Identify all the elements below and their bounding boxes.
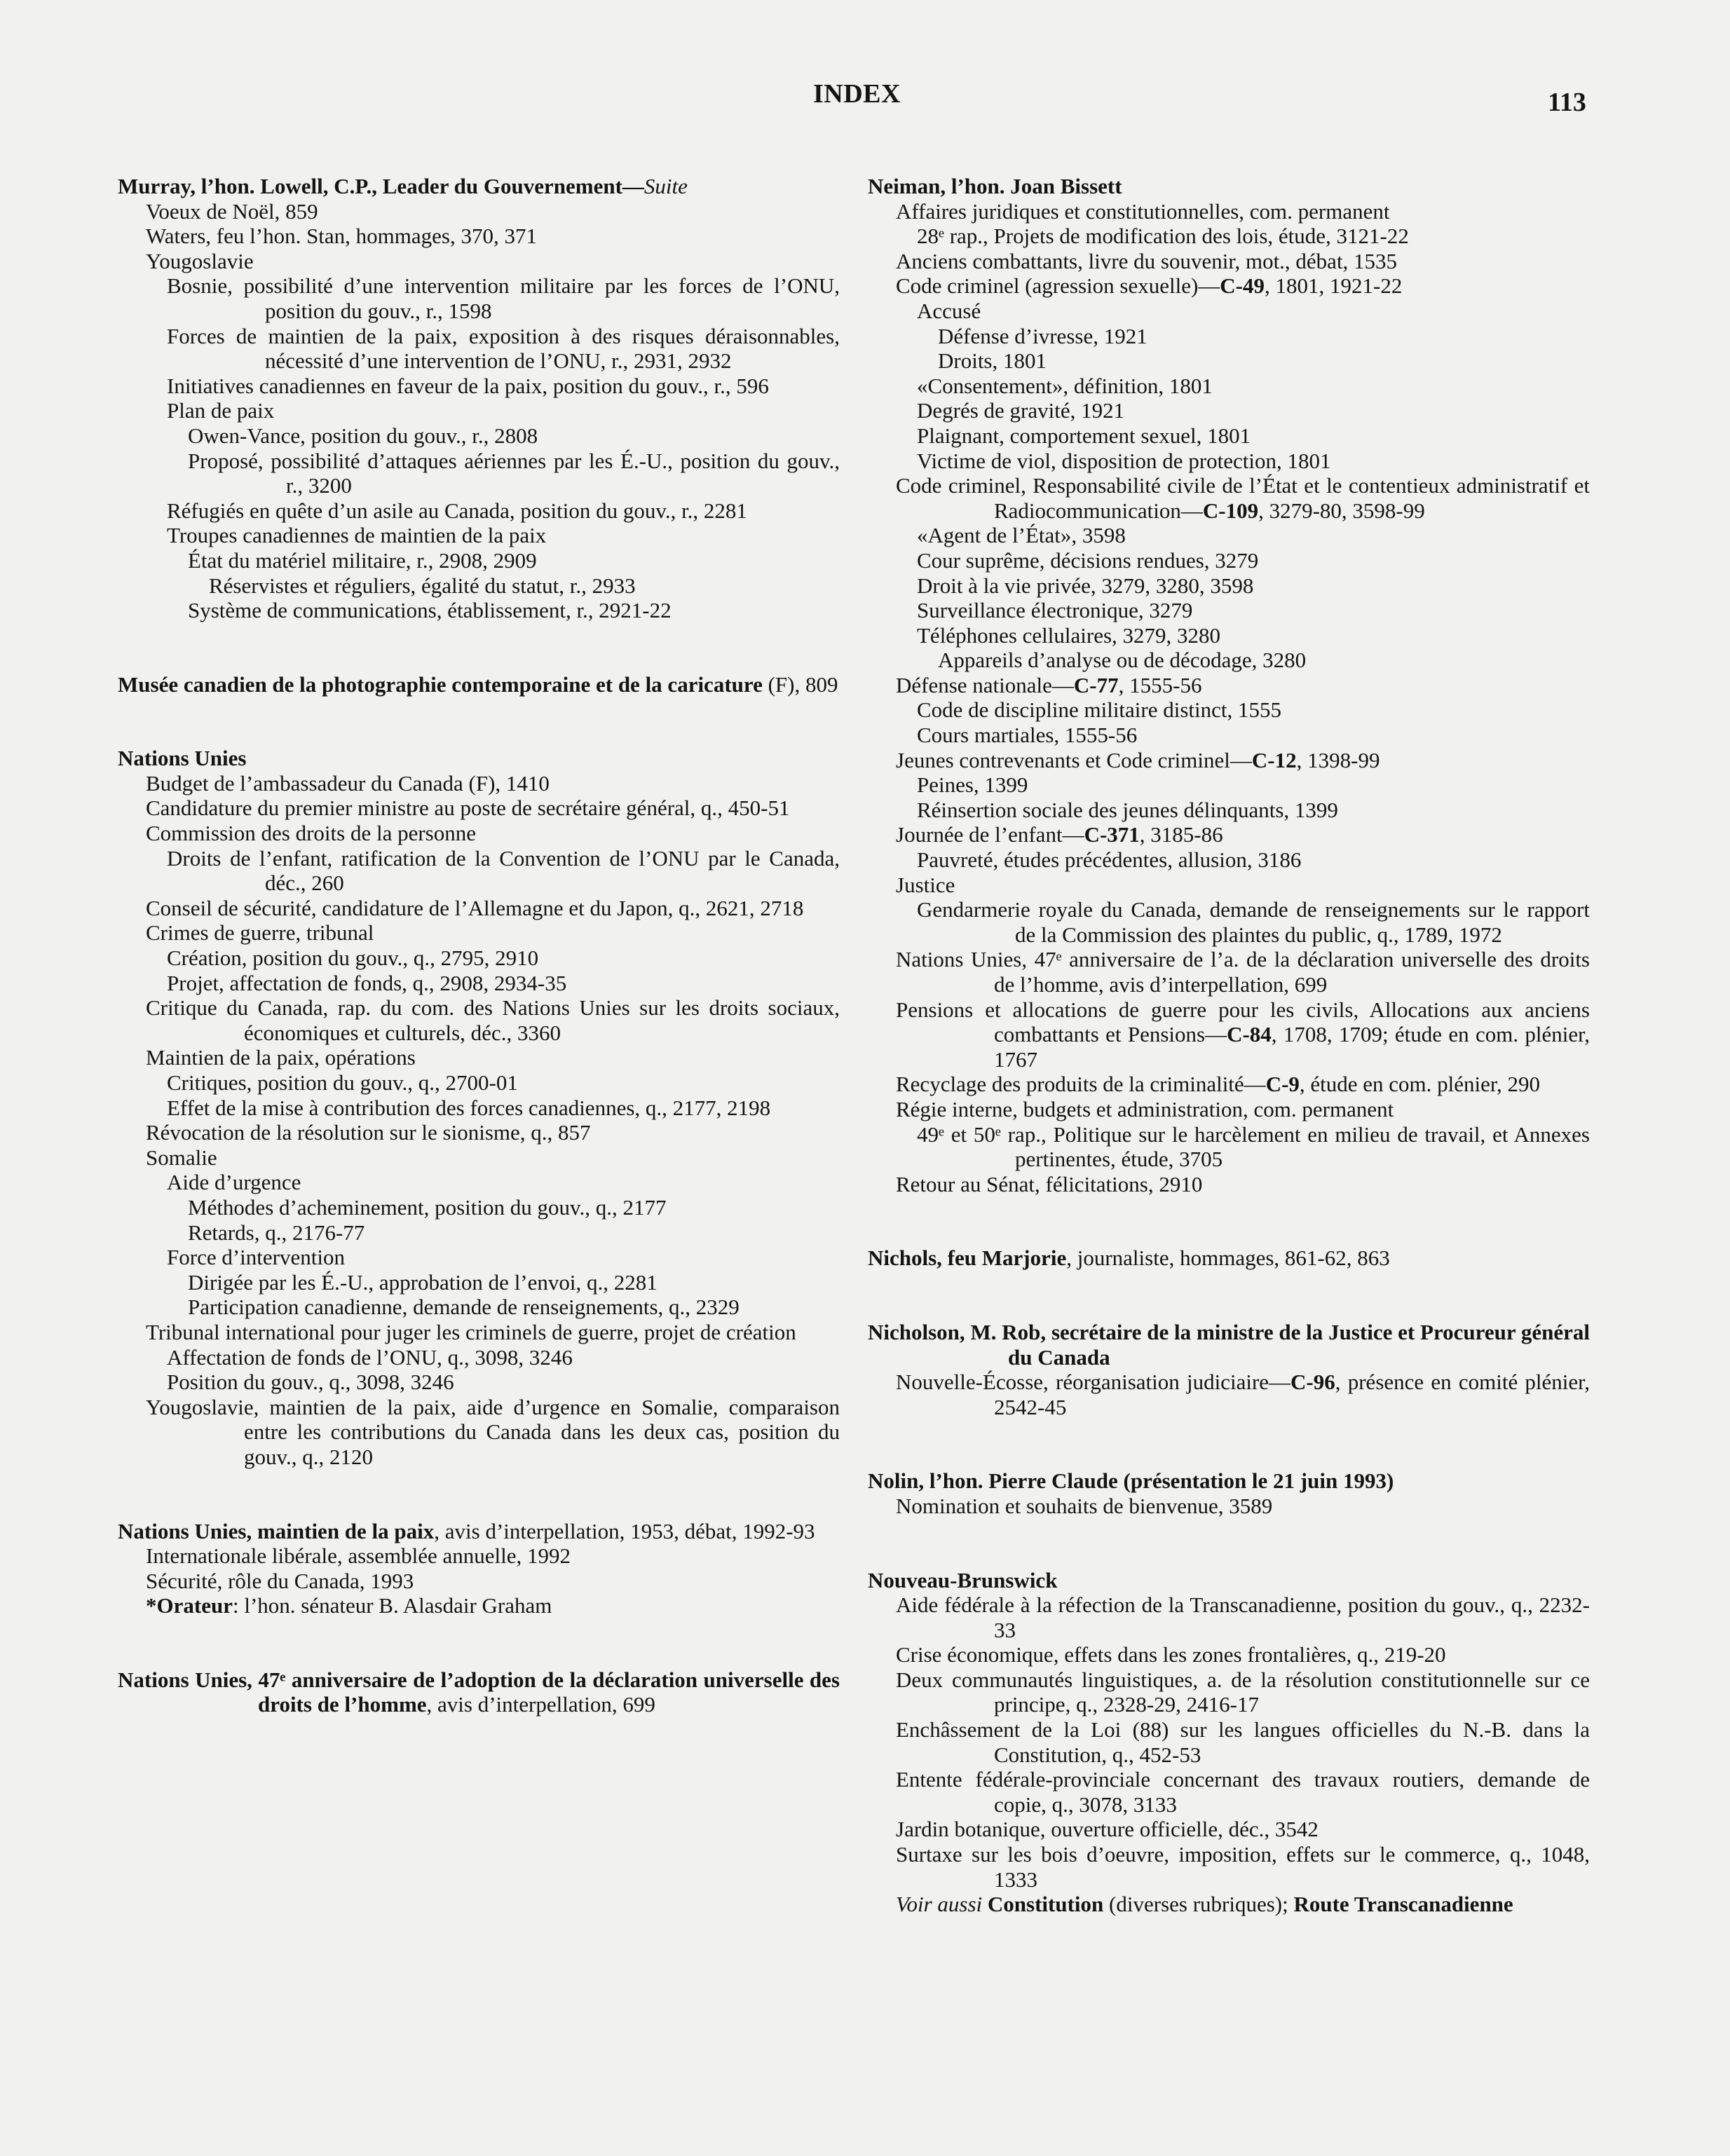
heading-name: Murray, l’hon. Lowell, C.P., Leader du Gouvernement—	[118, 174, 644, 198]
index-subentry	[868, 224, 1590, 249]
subentry-text: Pensions et allocations de guerre pour les civils, Allocations aux anciens combattants et Pensions—	[896, 997, 1590, 1047]
subentry-text: Code criminel (agression sexuelle)—	[896, 273, 1220, 299]
index-heading	[118, 1519, 840, 1544]
subentry-text: Recyclage des produits de la criminalité—	[896, 1072, 1266, 1097]
index-subentry	[118, 1295, 840, 1320]
subentry-text: Enchâssement de la Loi (88) sur les langues officielles du N.-B. dans la Constitution, q., 452-53	[896, 1717, 1590, 1767]
index-subentry	[868, 1717, 1590, 1767]
index-entry-block	[868, 1468, 1590, 1518]
subentry-text: Nouvelle-Écosse, réorganisation judiciaire—	[896, 1370, 1291, 1395]
index-subentry	[868, 723, 1590, 748]
subentry-text: Jeunes contrevenants et Code criminel—	[896, 747, 1252, 772]
index-subentry	[118, 971, 840, 996]
subentry-text: Participation canadienne, demande de renseignements, q., 2329	[188, 1295, 740, 1320]
subentry-text: Retour au Sénat, félicitations, 2910	[896, 1171, 1203, 1196]
subentry-text: Troupes canadiennes de maintien de la paix	[167, 523, 547, 548]
subentry-text: Droit à la vie privée, 3279, 3280, 3598	[917, 573, 1254, 598]
see-also-target: Route Transcanadienne	[1293, 1892, 1513, 1917]
subentry-text: Yougoslavie, maintien de la paix, aide d’urgence en Somalie, comparaison entre les contributions du Canada dans les deux cas, position du gouv., q., 2120	[146, 1394, 840, 1469]
subentry-text: État du matériel militaire, r., 2908, 2909	[188, 547, 537, 573]
index-subentry	[118, 946, 840, 971]
subentry-text: Défense d’ivresse, 1921	[938, 323, 1147, 348]
subentry-text: «Consentement», définition, 1801	[917, 373, 1213, 398]
subentry-text: Critique du Canada, rap. du com. des Nations Unies sur les droits sociaux, économiques et culturels, déc., 3360	[146, 995, 840, 1045]
index-subentry	[118, 1195, 840, 1220]
index-subentry	[118, 548, 840, 573]
index-subentry	[118, 920, 840, 946]
index-subentry	[868, 473, 1590, 523]
subentry-text: Aide d’urgence	[167, 1170, 301, 1195]
subentry-text: Appareils d’analyse ou de décodage, 3280	[938, 648, 1307, 673]
index-entry-block	[868, 174, 1590, 1196]
index-subentry	[868, 1072, 1590, 1097]
subentry-text: Initiatives canadiennes en faveur de la paix, position du gouv., r., 596	[167, 373, 769, 398]
index-subentry	[868, 947, 1590, 997]
subentry-text: Plan de paix	[167, 398, 275, 423]
index-subentry	[118, 598, 840, 623]
index-subentry	[118, 1320, 840, 1345]
heading-name: Nouveau-Brunswick	[868, 1567, 1058, 1592]
index-subentry	[118, 199, 840, 224]
subentry-text: Cour suprême, décisions rendues, 3279	[917, 547, 1259, 573]
subentry-text: Réfugiés en quête d’un asile au Canada, position du gouv., r., 2281	[167, 498, 747, 523]
subentry-text: 28ᵉ rap., Projets de modification des lois, étude, 3121-22	[917, 224, 1409, 249]
subentry-text: Candidature du premier ministre au poste de secrétaire général, q., 450-51	[146, 796, 790, 821]
index-entry-block	[868, 1320, 1590, 1419]
subentry-text: Yougoslavie	[146, 248, 254, 273]
index-entry-block	[118, 1667, 840, 1717]
index-subentry	[118, 573, 840, 599]
heading-name: Nations Unies	[118, 746, 247, 771]
subentry-pages: , 1398-99	[1296, 747, 1380, 772]
index-subentry	[868, 1817, 1590, 1842]
subentry-text: Gendarmerie royale du Canada, demande de renseignements sur le rapport de la Commission des plaintes du public, q., 1789, 1972	[917, 897, 1590, 947]
index-subentry	[868, 798, 1590, 823]
index-subentry	[868, 374, 1590, 399]
index-subentry	[118, 374, 840, 399]
index-subentry	[118, 1245, 840, 1270]
subentry-text: Réinsertion sociale des jeunes délinquants, 1399	[917, 797, 1338, 822]
subentry-text: Tribunal international pour juger les criminels de guerre, projet de création	[146, 1319, 796, 1344]
index-heading	[118, 746, 840, 771]
subentry-text: Système de communications, établissement, r., 2921-22	[188, 598, 672, 623]
index-heading	[868, 174, 1590, 199]
index-heading	[868, 1568, 1590, 1593]
subentry-pages: (diverses rubriques);	[1103, 1892, 1294, 1917]
subentry-text: Réservistes et réguliers, égalité du statut, r., 2933	[209, 573, 636, 598]
index-subentry	[868, 1097, 1590, 1122]
subentry-text: Nations Unies, 47ᵉ anniversaire de l’a. de la déclaration universelle des droits de l’homme, avis d’interpellation, 699	[896, 947, 1590, 997]
heading-continued: Suite	[643, 174, 688, 198]
bill-number: C-109	[1202, 498, 1259, 523]
index-subentry	[868, 299, 1590, 324]
subentry-text: Critiques, position du gouv., q., 2700-01	[167, 1070, 518, 1095]
index-subentry	[868, 273, 1590, 299]
subentry-text: Code de discipline militaire distinct, 1555	[917, 697, 1282, 723]
see-also-label: Voir aussi	[896, 1892, 988, 1917]
index-subentry	[118, 796, 840, 821]
index-subentry	[868, 548, 1590, 573]
subentry-text: Régie interne, budgets et administration, com. permanent	[896, 1096, 1394, 1121]
subentry-pages: , 3279-80, 3598-99	[1258, 498, 1425, 523]
subentry-text: Droits de l’enfant, ratification de la Convention de l’ONU par le Canada, déc., 260	[167, 845, 840, 896]
subentry-text: Affaires juridiques et constitutionnelles, com. permanent	[896, 198, 1390, 224]
subentry-text: Internationale libérale, assemblée annuelle, 1992	[146, 1543, 571, 1569]
subentry-text: Crimes de guerre, tribunal	[146, 920, 374, 946]
heading-name: Nicholson, M. Rob, secrétaire de la ministre de la Justice et Procureur général du Canada	[868, 1319, 1590, 1370]
index-subentry	[868, 324, 1590, 349]
index-subentry	[868, 1370, 1590, 1419]
index-subentry	[118, 846, 840, 896]
subentry-text: Création, position du gouv., q., 2795, 2910	[167, 946, 539, 971]
index-subentry	[118, 1569, 840, 1594]
heading-detail: , journaliste, hommages, 861-62, 863	[1066, 1246, 1390, 1271]
index-subentry	[868, 1642, 1590, 1667]
see-also-reference	[868, 1892, 1590, 1917]
index-subentry	[868, 897, 1590, 947]
index-subentry	[118, 1070, 840, 1096]
index-subentry	[868, 423, 1590, 449]
index-subentry	[868, 249, 1590, 274]
subentry-text: Degrés de gravité, 1921	[917, 398, 1125, 423]
index-subentry	[868, 772, 1590, 798]
index-subentry	[118, 1370, 840, 1395]
index-subentry	[118, 224, 840, 249]
index-subentry	[118, 498, 840, 524]
subentry-text: Justice	[896, 872, 955, 897]
heading-detail: , avis d’interpellation, 1953, débat, 1992-93	[434, 1518, 815, 1543]
index-entry-block	[868, 1246, 1590, 1271]
index-subentry	[868, 748, 1590, 773]
subentry-text: Affectation de fonds de l’ONU, q., 3098, 3246	[167, 1344, 573, 1370]
bill-number: C-9	[1265, 1072, 1300, 1097]
index-subentry	[118, 1170, 840, 1195]
bill-number: C-49	[1220, 273, 1265, 299]
subentry-text: Dirigée par les É.-U., approbation de l’envoi, q., 2281	[188, 1269, 658, 1295]
heading-name: Nolin, l’hon. Pierre Claude (présentation le 21 juin 1993)	[868, 1468, 1394, 1494]
index-subentry	[868, 573, 1590, 599]
subentry-pages: , 1555-56	[1118, 672, 1202, 697]
heading-name: Neiman, l’hon. Joan Bissett	[868, 174, 1122, 198]
index-subentry	[118, 995, 840, 1045]
index-subentry	[118, 1543, 840, 1569]
index-subentry	[868, 523, 1590, 548]
bill-number: C-96	[1290, 1370, 1335, 1395]
index-entry-block	[118, 672, 840, 697]
index-entry-block	[118, 746, 840, 1469]
subentry-text: Aide fédérale à la réfection de la Transcanadienne, position du gouv., q., 2232-33	[896, 1592, 1590, 1642]
index-subentry	[868, 1767, 1590, 1817]
index-subentry	[118, 1120, 840, 1145]
heading-name: Nations Unies, 47ᵉ anniversaire de l’adoption de la déclaration universelle des droits de l’homme	[118, 1667, 840, 1717]
page-number: 113	[1548, 88, 1586, 117]
index-subentry	[868, 1494, 1590, 1519]
index-heading	[868, 1468, 1590, 1494]
index-subentry	[118, 249, 840, 274]
index-subentry	[118, 398, 840, 423]
index-subentry	[118, 1593, 840, 1618]
index-subentry	[118, 324, 840, 374]
index-subentry	[868, 598, 1590, 623]
subentry-pages: , 3185-86	[1139, 822, 1223, 847]
index-column-right	[868, 174, 1590, 1917]
index-subentry	[868, 1122, 1590, 1172]
subentry-bold-prefix: *Orateur	[146, 1593, 233, 1618]
subentry-text: Bosnie, possibilité d’une intervention militaire par les forces de l’ONU, position du gouv., r., 1598	[167, 273, 840, 323]
heading-detail: , avis d’interpellation, 699	[426, 1692, 655, 1717]
subentry-text: Plaignant, comportement sexuel, 1801	[917, 423, 1251, 448]
subentry-text: Défense nationale—	[896, 672, 1074, 697]
subentry-text: Maintien de la paix, opérations	[146, 1045, 416, 1070]
subentry-text: Effet de la mise à contribution des forces canadiennes, q., 2177, 2198	[167, 1095, 771, 1120]
subentry-pages: , 1801, 1921-22	[1265, 273, 1403, 299]
index-subentry	[118, 273, 840, 323]
index-subentry	[118, 896, 840, 921]
heading-name: Nichols, feu Marjorie	[868, 1246, 1067, 1271]
subentry-text: Owen-Vance, position du gouv., r., 2808	[188, 423, 538, 448]
subentry-text: Budget de l’ambassadeur du Canada (F), 1410	[146, 770, 550, 796]
subentry-text: Peines, 1399	[917, 772, 1028, 798]
index-entry-block	[118, 174, 840, 623]
subentry-text: Droits, 1801	[938, 348, 1047, 374]
subentry-text: Entente fédérale-provinciale concernant des travaux routiers, demande de copie, q., 3078, 3133	[896, 1767, 1590, 1817]
subentry-text: 49ᵉ et 50ᵉ rap., Politique sur le harcèlement en milieu de travail, et Annexes pertinentes, étude, 3705	[917, 1121, 1590, 1172]
index-subentry	[118, 1096, 840, 1121]
subentry-text: Waters, feu l’hon. Stan, hommages, 370, 371	[146, 224, 537, 249]
index-subentry	[868, 348, 1590, 374]
index-subentry	[118, 821, 840, 846]
index-subentry	[868, 398, 1590, 423]
subentry-text: Surveillance électronique, 3279	[917, 598, 1193, 623]
subentry-text: Position du gouv., q., 3098, 3246	[167, 1370, 454, 1395]
index-subentry	[118, 1345, 840, 1370]
index-subentry	[868, 623, 1590, 648]
subentry-text: Voeux de Noël, 859	[146, 198, 318, 224]
subentry-pages: , étude en com. plénier, 290	[1299, 1072, 1540, 1097]
index-heading	[118, 672, 840, 697]
subentry-text: Journée de l’enfant—	[896, 822, 1084, 847]
heading-name: Nations Unies, maintien de la paix	[118, 1518, 435, 1543]
subentry-text: Commission des droits de la personne	[146, 821, 476, 846]
index-heading	[118, 174, 840, 199]
index-subentry	[118, 1045, 840, 1070]
heading-name: Musée canadien de la photographie contemporaine et de la caricature	[118, 671, 763, 697]
subentry-pages: , 1708, 1709; étude en com. plénier, 1767	[994, 1022, 1591, 1072]
index-subentry	[118, 771, 840, 796]
subentry-text: Accusé	[917, 298, 981, 323]
index-subentry	[868, 997, 1590, 1072]
bill-number: Constitution	[987, 1892, 1104, 1917]
bill-number: C-371	[1084, 822, 1140, 847]
subentry-text: Pauvreté, études précédentes, allusion, 3186	[917, 847, 1302, 873]
index-subentry	[868, 1172, 1590, 1197]
subentry-text: Forces de maintien de la paix, exposition à des risques déraisonnables, nécessité d’une intervention de l’ONU, r., 2931, 2932	[167, 323, 840, 374]
subentry-text: Somalie	[146, 1145, 217, 1170]
subentry-text: Projet, affectation de fonds, q., 2908, 2934-35	[167, 970, 567, 995]
subentry-text: Victime de viol, disposition de protection, 1801	[917, 448, 1331, 473]
index-subentry	[868, 1592, 1590, 1642]
heading-detail: (F), 809	[762, 671, 838, 697]
index-entry-block	[118, 1519, 840, 1618]
index-subentry	[868, 673, 1590, 698]
index-subentry	[868, 648, 1590, 673]
index-subentry	[868, 822, 1590, 847]
subentry-text: «Agent de l’État», 3598	[917, 523, 1126, 548]
subentry-text: Retards, q., 2176-77	[188, 1220, 365, 1245]
index-subentry	[868, 1842, 1590, 1892]
subentry-text: Méthodes d’acheminement, position du gouv., q., 2177	[188, 1194, 667, 1220]
index-subentry	[118, 449, 840, 498]
index-subentry	[118, 1395, 840, 1470]
subentry-text: Téléphones cellulaires, 3279, 3280	[917, 622, 1221, 648]
running-title: INDEX	[813, 79, 901, 109]
index-subentry	[118, 1220, 840, 1246]
index-subentry	[868, 199, 1590, 224]
subentry-text: Proposé, possibilité d’attaques aériennes par les É.-U., position du gouv., r., 3200	[188, 448, 840, 498]
bill-number: C-77	[1073, 672, 1119, 697]
subentry-text: Anciens combattants, livre du souvenir, mot., débat, 1535	[896, 248, 1398, 273]
index-subentry	[868, 449, 1590, 474]
subentry-pages: , présence en comité plénier, 2542-45	[994, 1370, 1590, 1419]
subentry-text: Révocation de la résolution sur le sionisme, q., 857	[146, 1120, 591, 1145]
index-subentry	[868, 873, 1590, 898]
index-subentry	[868, 847, 1590, 873]
subentry-text: Cours martiales, 1555-56	[917, 723, 1138, 748]
subentry-text: Code criminel, Responsabilité civile de l’État et le contentieux administratif et Radiocommunication—	[896, 473, 1590, 523]
subentry-text: Nomination et souhaits de bienvenue, 3589	[896, 1493, 1273, 1518]
index-subentry	[118, 1270, 840, 1295]
index-heading	[868, 1320, 1590, 1370]
subentry-text: Jardin botanique, ouverture officielle, déc., 3542	[896, 1817, 1319, 1842]
subentry-text: : l’hon. sénateur B. Alasdair Graham	[232, 1593, 552, 1618]
index-entry-block	[868, 1568, 1590, 1917]
index-subentry	[868, 1667, 1590, 1717]
index-subentry	[118, 523, 840, 548]
subentry-text: Conseil de sécurité, candidature de l’Allemagne et du Japon, q., 2621, 2718	[146, 895, 804, 920]
index-heading	[118, 1667, 840, 1717]
index-heading	[868, 1246, 1590, 1271]
index-subentry	[118, 423, 840, 449]
bill-number: C-12	[1251, 747, 1297, 772]
subentry-text: Surtaxe sur les bois d’oeuvre, imposition, effets sur le commerce, q., 1048, 1333	[896, 1842, 1590, 1892]
bill-number: C-84	[1227, 1022, 1272, 1047]
subentry-text: Force d’intervention	[167, 1245, 345, 1270]
subentry-text: Crise économique, effets dans les zones frontalières, q., 219-20	[896, 1642, 1446, 1667]
index-subentry	[118, 1145, 840, 1171]
subentry-text: Sécurité, rôle du Canada, 1993	[146, 1568, 414, 1593]
index-column-left	[118, 174, 840, 1717]
subentry-text: Deux communautés linguistiques, a. de la résolution constitutionnelle sur ce principe, q., 2328-29, 2416-17	[896, 1667, 1590, 1717]
index-subentry	[868, 697, 1590, 723]
